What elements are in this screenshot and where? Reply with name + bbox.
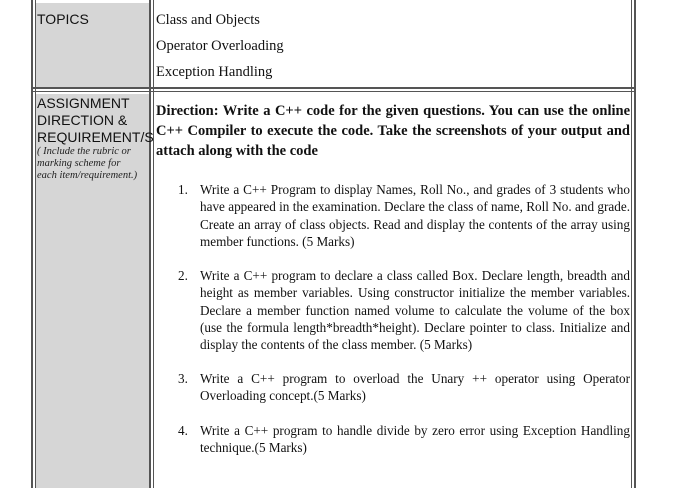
- assignment-label-line-2: DIRECTION &: [37, 112, 128, 128]
- question-3-text: Write a C++ program to overload the Unary ++ operator using Operator Overloading concept.(5 Marks): [200, 371, 630, 404]
- topic-operator-overloading: Operator Overloading: [156, 38, 284, 54]
- question-1-number: 1.: [178, 182, 188, 197]
- table-right-border-inner: [631, 0, 632, 488]
- row-divider-top: [31, 87, 636, 89]
- question-2-text: Write a C++ program to declare a class called Box. Declare length, breadth and height as member variables. Using constructor initialize the member variables. Declare a member function named volume to calculate the volume of the box (use the formula length*breadth*height). Declare pointer to class. Initialize and display the contents of the class member. (5 Marks): [200, 268, 630, 353]
- question-4: [178, 422, 630, 457]
- question-1: [178, 181, 630, 250]
- table-right-border: [634, 0, 636, 488]
- column-divider-inner: [153, 0, 154, 488]
- question-3-number: 3.: [178, 371, 188, 386]
- topics-label: TOPICS: [37, 11, 89, 27]
- direction-text: Direction: Write a C++ code for the given questions. You can use the online C++ Compiler to execute the code. Take the screenshots of your output and attach along with the code: [156, 103, 630, 159]
- assignment-label-line-1: ASSIGNMENT: [37, 95, 130, 111]
- rubric-note-line-2: marking scheme for: [37, 158, 121, 169]
- table-left-border: [31, 0, 33, 488]
- topic-class-and-objects: Class and Objects: [156, 12, 260, 28]
- rubric-note-line-1: ( Include the rubric or: [37, 146, 131, 157]
- topic-exception-handling: Exception Handling: [156, 64, 273, 80]
- assignment-label-line-3: REQUIREMENT/S: [37, 129, 154, 145]
- question-4-text: Write a C++ program to handle divide by zero error using Exception Handling technique.(5 Marks): [200, 423, 630, 456]
- row-divider-bottom: [31, 91, 636, 92]
- rubric-note-line-3: each item/requirement.): [37, 170, 138, 181]
- question-4-number: 4.: [178, 423, 188, 438]
- left-column-inner-border: [35, 0, 36, 488]
- question-3: [178, 370, 630, 405]
- question-2-number: 2.: [178, 268, 188, 283]
- question-1-text: Write a C++ Program to display Names, Roll No., and grades of 3 students who have appeared in the examination. Declare the class of name, Roll No. and grade. Create an array of class objects. Read and display the contents of the array using member functions. (5 Marks): [200, 182, 630, 249]
- question-2: [178, 267, 630, 353]
- column-divider: [149, 0, 151, 488]
